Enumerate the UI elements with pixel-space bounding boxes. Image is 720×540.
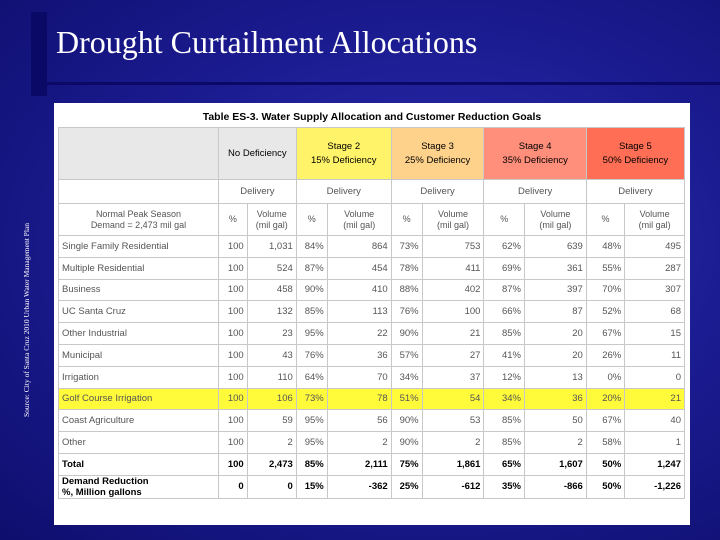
volume-cell: 2,111 — [327, 453, 391, 475]
delivery-row — [59, 180, 685, 204]
pct-header: % — [484, 204, 525, 236]
pct-cell: 100 — [218, 388, 247, 410]
pct-cell: 52% — [586, 301, 624, 323]
pct-cell: 35% — [484, 475, 525, 498]
volume-cell: 1,607 — [524, 453, 586, 475]
volume-cell: 411 — [422, 257, 484, 279]
volume-cell: 307 — [625, 279, 685, 301]
row-category-label: Municipal — [62, 349, 103, 361]
row-category-label: Total — [62, 458, 84, 470]
volume-cell: 37 — [422, 366, 484, 388]
pct-cell: 57% — [391, 344, 422, 366]
row-category — [59, 366, 219, 388]
slide-title: Drought Curtailment Allocations — [56, 24, 478, 60]
stage-header-no-deficiency — [218, 128, 296, 180]
stage-header-line2: 15% Deficiency — [310, 154, 377, 166]
pct-cell: 100 — [218, 453, 247, 475]
volume-header-line1: Volume — [438, 208, 469, 219]
pct-header: % — [218, 204, 247, 236]
volume-header — [625, 204, 685, 236]
pct-cell: 58% — [586, 432, 624, 454]
pct-cell: 69% — [484, 257, 525, 279]
volume-cell: 68 — [625, 301, 685, 323]
volume-cell: 21 — [625, 388, 685, 410]
volume-cell: 13 — [524, 366, 586, 388]
volume-cell: 36 — [327, 344, 391, 366]
stage-header-line1: Stage 3 — [421, 140, 454, 152]
pct-cell: 50% — [586, 475, 624, 498]
pct-cell: 100 — [218, 344, 247, 366]
volume-cell: 27 — [422, 344, 484, 366]
volume-header-line1: Volume — [540, 208, 571, 219]
volume-cell: 20 — [524, 344, 586, 366]
pct-cell: 15% — [296, 475, 327, 498]
volume-header-line1: Volume — [344, 208, 375, 219]
pct-cell: 66% — [484, 301, 525, 323]
volume-cell: 2 — [524, 432, 586, 454]
volume-cell: 402 — [422, 279, 484, 301]
volume-cell: 15 — [625, 323, 685, 345]
pct-cell: 100 — [218, 410, 247, 432]
pct-cell: 100 — [218, 432, 247, 454]
table-image-panel — [54, 103, 690, 525]
pct-cell: 87% — [296, 257, 327, 279]
volume-header — [422, 204, 484, 236]
stage-header-line2: 50% Deficiency — [602, 154, 669, 166]
pct-cell: 25% — [391, 475, 422, 498]
pct-cell: 78% — [391, 257, 422, 279]
table-caption: Table ES-3. Water Supply Allocation and Customer Reduction Goals — [202, 111, 542, 123]
pct-cell: 88% — [391, 279, 422, 301]
table-row — [59, 388, 685, 410]
table-row — [59, 344, 685, 366]
row-category — [59, 344, 219, 366]
volume-cell: 11 — [625, 344, 685, 366]
volume-header-line2: (mil gal) — [539, 219, 572, 230]
volume-header-line2: (mil gal) — [255, 219, 288, 230]
volume-cell: 87 — [524, 301, 586, 323]
stage-header-stage-5 — [586, 128, 684, 180]
delivery-label: Delivery — [391, 180, 484, 204]
delivery-label: Delivery — [484, 180, 586, 204]
pct-cell: 73% — [296, 388, 327, 410]
row-category-label: Golf Course Irrigation — [62, 393, 153, 405]
pct-cell: 100 — [218, 236, 247, 258]
stage-header-line1: Stage 4 — [518, 140, 552, 152]
row-category-label: Other Industrial — [62, 328, 127, 340]
pct-cell: 62% — [484, 236, 525, 258]
table-row — [59, 475, 685, 498]
pct-cell: 50% — [586, 453, 624, 475]
delivery-label: Delivery — [296, 180, 391, 204]
volume-cell: 458 — [247, 279, 296, 301]
volume-cell: 639 — [524, 236, 586, 258]
stage-header-row — [59, 128, 685, 180]
row-category-label: Irrigation — [62, 371, 99, 383]
pct-cell: 48% — [586, 236, 624, 258]
stage-header-line2: 25% Deficiency — [404, 154, 471, 166]
volume-cell: 397 — [524, 279, 586, 301]
volume-cell: 132 — [247, 301, 296, 323]
pct-cell: 95% — [296, 323, 327, 345]
title-accent-bar — [31, 12, 47, 96]
delivery-label: Delivery — [218, 180, 296, 204]
table-row — [59, 453, 685, 475]
row-category — [59, 388, 219, 410]
pct-cell: 100 — [218, 301, 247, 323]
volume-cell: 454 — [327, 257, 391, 279]
volume-cell: 50 — [524, 410, 586, 432]
stage-header-line2: 35% Deficiency — [502, 154, 568, 166]
volume-cell: 78 — [327, 388, 391, 410]
table-row — [59, 236, 685, 258]
row-category-sublabel: %, Million gallons — [62, 486, 142, 498]
pct-cell: 100 — [218, 323, 247, 345]
volume-cell: 864 — [327, 236, 391, 258]
pct-cell: 34% — [484, 388, 525, 410]
row-category — [59, 279, 219, 301]
category-header-line1: Normal Peak Season — [95, 208, 181, 219]
volume-cell: 100 — [422, 301, 484, 323]
volume-cell: 1,031 — [247, 236, 296, 258]
pct-cell: 0 — [218, 475, 247, 498]
volume-cell: 0 — [247, 475, 296, 498]
pct-cell: 67% — [586, 410, 624, 432]
row-category-label: UC Santa Cruz — [62, 306, 126, 318]
volume-header-line2: (mil gal) — [638, 219, 671, 230]
pct-cell: 87% — [484, 279, 525, 301]
row-category-label: Single Family Residential — [62, 240, 169, 252]
volume-cell: 495 — [625, 236, 685, 258]
volume-cell: 53 — [422, 410, 484, 432]
pct-cell: 51% — [391, 388, 422, 410]
pct-cell: 26% — [586, 344, 624, 366]
volume-cell: 54 — [422, 388, 484, 410]
table-row — [59, 366, 685, 388]
volume-cell: 113 — [327, 301, 391, 323]
volume-cell: 40 — [625, 410, 685, 432]
pct-cell: 90% — [391, 432, 422, 454]
source-citation: Source: City of Santa Cruz 2010 Urban Water Management Plan — [22, 223, 31, 418]
pct-cell: 90% — [391, 410, 422, 432]
volume-cell: 70 — [327, 366, 391, 388]
volume-cell: 1,247 — [625, 453, 685, 475]
pct-cell: 85% — [484, 323, 525, 345]
stage-header-stage-4 — [484, 128, 586, 180]
volume-cell: 36 — [524, 388, 586, 410]
table-row — [59, 257, 685, 279]
volume-cell: 43 — [247, 344, 296, 366]
delivery-label: Delivery — [586, 180, 684, 204]
pct-cell: 100 — [218, 279, 247, 301]
volume-cell: 22 — [327, 323, 391, 345]
pct-cell: 85% — [296, 453, 327, 475]
row-category — [59, 410, 219, 432]
pct-cell: 84% — [296, 236, 327, 258]
volume-header — [327, 204, 391, 236]
table-row — [59, 432, 685, 454]
volume-cell: -1,226 — [625, 475, 685, 498]
row-category — [59, 301, 219, 323]
stage-header-line1: Stage 5 — [619, 140, 652, 152]
volume-cell: 21 — [422, 323, 484, 345]
pct-cell: 76% — [296, 344, 327, 366]
row-category — [59, 257, 219, 279]
volume-cell: 23 — [247, 323, 296, 345]
pct-cell: 85% — [484, 410, 525, 432]
volume-cell: 2 — [327, 432, 391, 454]
pct-cell: 41% — [484, 344, 525, 366]
volume-cell: 110 — [247, 366, 296, 388]
table-row — [59, 410, 685, 432]
volume-cell: 753 — [422, 236, 484, 258]
row-category — [59, 323, 219, 345]
table-row — [59, 323, 685, 345]
volume-cell: 56 — [327, 410, 391, 432]
pct-cell: 0% — [586, 366, 624, 388]
row-category — [59, 475, 219, 498]
pct-cell: 55% — [586, 257, 624, 279]
volume-cell: 2 — [247, 432, 296, 454]
table-row — [59, 279, 685, 301]
stage-header-line1: No Deficiency — [228, 147, 287, 159]
pct-header: % — [586, 204, 624, 236]
volume-cell: 0 — [625, 366, 685, 388]
row-category — [59, 453, 219, 475]
title-underline — [47, 82, 720, 85]
header-spacer — [59, 128, 219, 180]
volume-cell: 2,473 — [247, 453, 296, 475]
pct-cell: 65% — [484, 453, 525, 475]
allocation-table — [58, 127, 685, 499]
volume-header — [247, 204, 296, 236]
volume-cell: 1,861 — [422, 453, 484, 475]
pct-cell: 34% — [391, 366, 422, 388]
row-category-label: Multiple Residential — [62, 262, 145, 274]
row-category — [59, 432, 219, 454]
row-category — [59, 236, 219, 258]
pct-cell: 64% — [296, 366, 327, 388]
volume-header-line1: Volume — [256, 208, 287, 219]
row-category-label: Other — [62, 437, 86, 449]
pct-header: % — [391, 204, 422, 236]
row-category-label: Coast Agriculture — [62, 415, 135, 427]
pct-cell: 95% — [296, 410, 327, 432]
volume-cell: -612 — [422, 475, 484, 498]
volume-cell: 287 — [625, 257, 685, 279]
volume-cell: 361 — [524, 257, 586, 279]
pct-cell: 85% — [484, 432, 525, 454]
stage-header-line1: Stage 2 — [327, 140, 361, 152]
pct-cell: 67% — [586, 323, 624, 345]
volume-cell: 524 — [247, 257, 296, 279]
pct-header: % — [296, 204, 327, 236]
volume-cell: 106 — [247, 388, 296, 410]
pct-cell: 20% — [586, 388, 624, 410]
pct-cell: 73% — [391, 236, 422, 258]
volume-header-line2: (mil gal) — [437, 219, 470, 230]
volume-header-line1: Volume — [639, 208, 670, 219]
volume-header — [524, 204, 586, 236]
category-header — [59, 204, 219, 236]
category-header-line2: Demand = 2,473 mil gal — [90, 219, 187, 230]
pct-cell: 75% — [391, 453, 422, 475]
pct-cell: 100 — [218, 366, 247, 388]
volume-header-line2: (mil gal) — [343, 219, 376, 230]
volume-cell: 20 — [524, 323, 586, 345]
stage-header-stage-2 — [296, 128, 391, 180]
row-category-label: Demand Reduction — [62, 475, 149, 487]
volume-cell: 59 — [247, 410, 296, 432]
volume-cell: -362 — [327, 475, 391, 498]
column-header-row — [59, 204, 685, 236]
pct-cell: 90% — [296, 279, 327, 301]
pct-cell: 76% — [391, 301, 422, 323]
pct-cell: 95% — [296, 432, 327, 454]
delivery-spacer — [59, 180, 219, 204]
pct-cell: 90% — [391, 323, 422, 345]
table-body — [59, 236, 685, 499]
volume-cell: 1 — [625, 432, 685, 454]
pct-cell: 85% — [296, 301, 327, 323]
row-category-label: Business — [62, 284, 101, 296]
pct-cell: 12% — [484, 366, 525, 388]
table-row — [59, 301, 685, 323]
pct-cell: 70% — [586, 279, 624, 301]
volume-cell: -866 — [524, 475, 586, 498]
volume-cell: 410 — [327, 279, 391, 301]
pct-cell: 100 — [218, 257, 247, 279]
volume-cell: 2 — [422, 432, 484, 454]
stage-header-stage-3 — [391, 128, 484, 180]
